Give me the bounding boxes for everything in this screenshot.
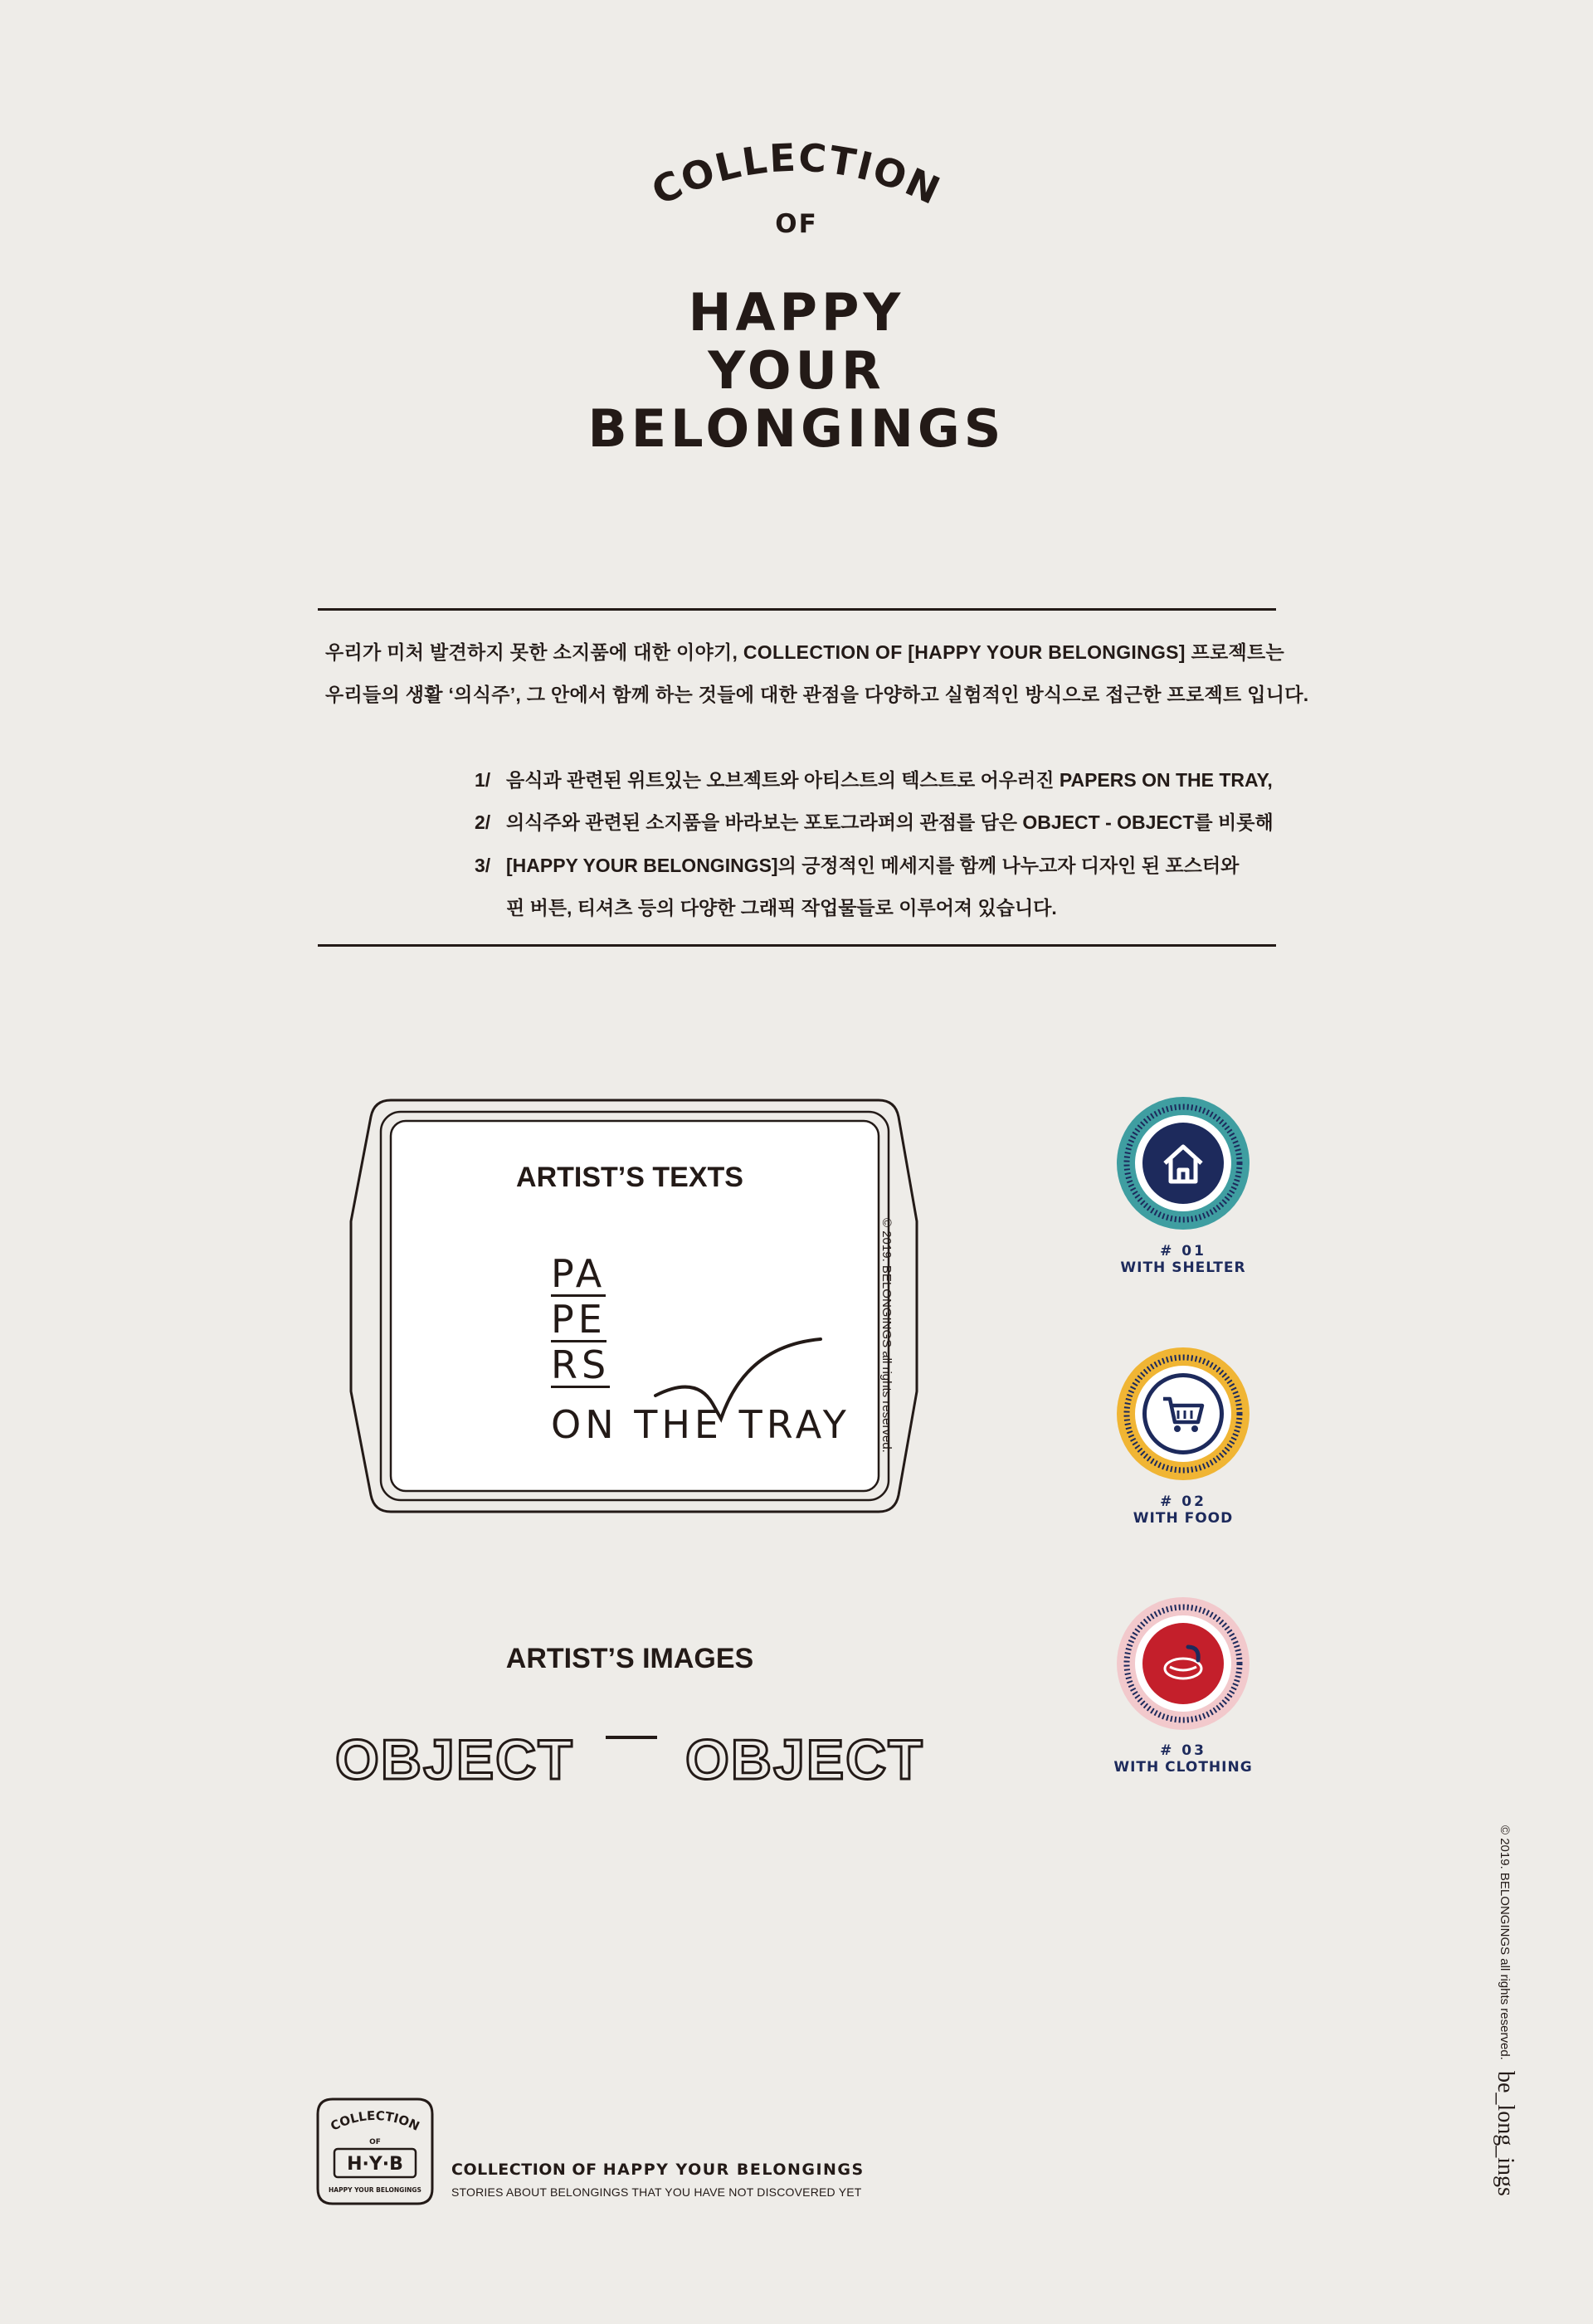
title-line-your: YOUR xyxy=(708,340,885,401)
tray-illustration xyxy=(348,1097,920,1516)
food-badge xyxy=(1117,1347,1250,1480)
badge-label xyxy=(1079,1243,1288,1276)
footer-title xyxy=(451,2161,865,2179)
artists-texts-title: ARTIST’S TEXTS xyxy=(516,1162,743,1193)
arc-text: COLLECTION xyxy=(645,134,948,214)
footer-title-bold: HAPPY YOUR BELONGINGS xyxy=(602,2161,865,2179)
badge-with: WITH xyxy=(1133,1510,1179,1527)
badge-number: # 02 xyxy=(1160,1493,1206,1510)
intro-line-2: 우리들의 생활 ‘의식주’, 그 안에서 함께 하는 것들에 대한 관점을 다양하고 실험적인 방식으로 접근한 프로젝트 입니다. xyxy=(325,684,1309,705)
papers-pa: PA xyxy=(551,1251,607,1296)
footer-tagline: STORIES ABOUT BELONGINGS THAT YOU HAVE NOT DISCOVERED YET xyxy=(451,2185,862,2199)
signature: be_long_ings xyxy=(1493,2071,1518,2196)
badge-number: # 01 xyxy=(1160,1243,1206,1259)
list-item xyxy=(475,765,1273,792)
hyb-logo xyxy=(316,2097,434,2205)
divider-bottom xyxy=(318,944,1276,947)
list-item xyxy=(475,807,1274,835)
svg-text:COLLECTION xyxy=(645,135,948,214)
badge-label xyxy=(1079,1742,1288,1776)
item-number: 1/ xyxy=(475,769,491,791)
item-number: 2/ xyxy=(475,811,491,833)
clothing-badge xyxy=(1117,1597,1250,1730)
footer-title-prefix: COLLECTION OF xyxy=(451,2161,603,2179)
badge-name: CLOTHING xyxy=(1165,1759,1253,1776)
item-text: [HAPPY YOUR BELONGINGS]의 긍정적인 메세지를 함께 나누고자 디자인 된 포스터와 xyxy=(506,855,1240,876)
badge-name: FOOD xyxy=(1184,1510,1234,1527)
logo-mark: H·Y·B xyxy=(347,2154,403,2175)
of-label: OF xyxy=(775,209,818,239)
papers-pe: PE xyxy=(551,1297,607,1342)
list-item xyxy=(475,893,1057,920)
logo-arc-text: COLLECTION xyxy=(328,2107,422,2134)
item-text: 의식주와 관련된 소지품을 바라보는 포토그라퍼의 관점를 담은 OBJECT - OBJECT를 비롯해 xyxy=(506,811,1274,833)
intro-line-1: 우리가 미처 발견하지 못한 소지품에 대한 이야기, COLLECTION OF [HAPPY YOUR BELONGINGS] 프로젝트는 xyxy=(325,641,1285,663)
tray-copyright: © 2019. BELONGINGS all rights reserved. xyxy=(879,1218,894,1453)
logo-bottom-text: HAPPY YOUR BELONGINGS xyxy=(329,2186,421,2194)
dash-separator xyxy=(606,1736,657,1739)
object-right: OBJECT xyxy=(685,1728,924,1791)
house-icon xyxy=(1158,1138,1208,1188)
badge-label xyxy=(1079,1493,1288,1527)
badge-name: SHELTER xyxy=(1172,1259,1246,1276)
badge-with: WITH xyxy=(1113,1759,1160,1776)
cart-icon xyxy=(1158,1389,1208,1439)
object-left: OBJECT xyxy=(335,1728,574,1791)
garment-icon xyxy=(1158,1639,1208,1688)
title-line-happy: HAPPY xyxy=(688,282,905,343)
divider-top xyxy=(318,608,1276,611)
item-text: 음식과 관련된 위트있는 오브젝트와 아티스트의 텍스트로 어우러진 PAPERS ON THE TRAY, xyxy=(506,769,1273,791)
shelter-badge xyxy=(1117,1097,1250,1230)
papers-rs: RS xyxy=(551,1342,611,1387)
item-number: 3/ xyxy=(475,855,491,876)
item-text: 핀 버튼, 티셔츠 등의 다양한 그래픽 작업물들로 이루어져 있습니다. xyxy=(506,897,1057,918)
badge-number: # 03 xyxy=(1160,1742,1206,1759)
badge-with: WITH xyxy=(1120,1259,1167,1276)
svg-text:COLLECTION xyxy=(329,2108,422,2134)
artists-images-title: ARTIST’S IMAGES xyxy=(505,1643,754,1674)
on-the-tray-text: ON THE TRAY xyxy=(551,1402,850,1447)
side-copyright: © 2019. BELONGINGS all rights reserved. xyxy=(1498,1825,1512,2060)
title-line-belongings: BELONGINGS xyxy=(587,398,1006,459)
logo-of: OF xyxy=(369,2138,381,2146)
list-item xyxy=(475,850,1239,878)
